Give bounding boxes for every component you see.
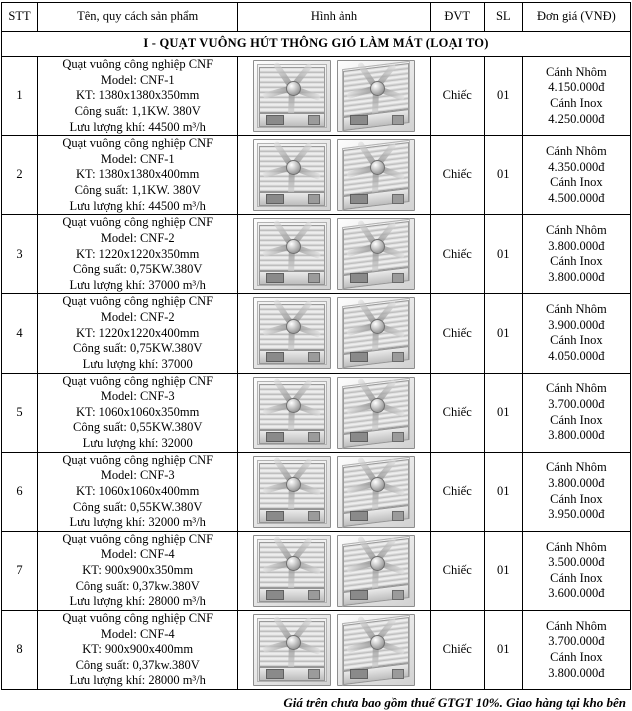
- cell-unit: Chiếc: [430, 531, 484, 610]
- cell-image: [238, 57, 430, 136]
- product-name-line: KT: 900x900x400mm: [82, 642, 194, 657]
- fan-angled-image: [337, 297, 415, 369]
- cell-stt: 3: [2, 215, 38, 294]
- cell-unit: Chiếc: [430, 215, 484, 294]
- table-row: [2, 531, 631, 610]
- price-line: Cánh Nhôm: [546, 143, 607, 158]
- product-name-line: Quạt vuông công nghiệp CNF: [62, 610, 214, 625]
- cell-price: [522, 57, 630, 136]
- fan-front-image: [253, 456, 331, 528]
- price-line: 3.800.000đ: [548, 269, 605, 284]
- price-line: Cánh Inox: [550, 96, 603, 111]
- product-name-line: KT: 900x900x350mm: [82, 563, 194, 577]
- price-line: Cánh Nhôm: [546, 460, 607, 475]
- cell-stt: 6: [2, 452, 38, 531]
- product-name-line: Quạt vuông công nghiệp CNF: [62, 294, 214, 309]
- price-line: Cánh Inox: [550, 570, 603, 585]
- product-name-line: Model: CNF-2: [100, 310, 175, 324]
- table-row: [2, 452, 631, 531]
- price-line: Cánh Inox: [550, 649, 603, 664]
- price-line: Cánh Inox: [550, 333, 603, 348]
- fan-front-image: [253, 614, 331, 686]
- table-row: [2, 57, 631, 136]
- product-name-line: Model: CNF-1: [100, 72, 175, 87]
- product-name-line: Quạt vuông công nghiệp CNF: [62, 136, 214, 151]
- fan-angled-image: [337, 60, 415, 132]
- fan-front-image: [253, 60, 331, 132]
- product-name-line: Công suất: 0,55KW.380V: [73, 499, 203, 514]
- cell-price: [522, 136, 630, 215]
- fan-front-image: [253, 139, 331, 211]
- cell-image: [238, 452, 430, 531]
- price-list-sheet: [0, 2, 632, 710]
- price-line: Cánh Inox: [550, 491, 603, 506]
- table-row: [2, 610, 631, 689]
- product-name-line: KT: 1220x1220x350mm: [76, 246, 200, 261]
- product-name-line: KT: 1060x1060x350mm: [76, 404, 200, 419]
- table-header: [2, 3, 631, 32]
- product-image-group: [238, 456, 429, 528]
- cell-image: [238, 531, 430, 610]
- price-line: 3.800.000đ: [548, 428, 605, 443]
- fan-angled-image: [337, 535, 415, 607]
- price-line: 3.950.000đ: [548, 507, 605, 522]
- fan-front-image: [253, 377, 331, 449]
- product-name-line: Công suất: 0,75KW.380V: [73, 262, 203, 277]
- cell-unit: Chiếc: [430, 136, 484, 215]
- product-image-group: [238, 535, 429, 607]
- column-header-quantity: SL: [484, 3, 522, 32]
- cell-stt: 8: [2, 610, 38, 689]
- product-name-line: KT: 1380x1380x400mm: [76, 167, 200, 182]
- cell-image: [238, 215, 430, 294]
- price-line: 4.500.000đ: [548, 190, 605, 205]
- cell-product-name: [38, 373, 238, 452]
- cell-price: [522, 215, 630, 294]
- price-line: 3.900.000đ: [548, 317, 605, 332]
- table-row: [2, 294, 631, 373]
- product-name-line: Lưu lượng khí: 28000 m³/h: [69, 594, 206, 609]
- fan-front-image: [253, 297, 331, 369]
- cell-stt: 1: [2, 57, 38, 136]
- table-row: [2, 373, 631, 452]
- price-line: 3.800.000đ: [548, 665, 605, 680]
- product-name-line: Lưu lượng khí: 28000 m³/h: [69, 673, 206, 688]
- product-image-group: [238, 614, 429, 686]
- cell-quantity: 01: [484, 610, 522, 689]
- product-image-group: [238, 60, 429, 132]
- price-line: 3.700.000đ: [548, 396, 605, 411]
- fan-angled-image: [337, 218, 415, 290]
- fan-angled-image: [337, 377, 415, 449]
- cell-unit: Chiếc: [430, 452, 484, 531]
- fan-angled-image: [337, 139, 415, 211]
- price-line: Cánh Inox: [550, 175, 603, 190]
- fan-front-image: [253, 535, 331, 607]
- product-name-line: Lưu lượng khí: 37000: [82, 356, 193, 371]
- cell-image: [238, 373, 430, 452]
- cell-product-name: [38, 215, 238, 294]
- product-name-line: Công suất: 1,1KW. 380V: [74, 103, 201, 118]
- cell-image: [238, 136, 430, 215]
- column-header-image: Hình ảnh: [238, 3, 430, 32]
- product-price-table: [1, 2, 631, 690]
- cell-product-name: [38, 57, 238, 136]
- column-header-stt: STT: [2, 3, 38, 32]
- price-line: Cánh Nhôm: [546, 618, 607, 633]
- price-line: 4.350.000đ: [548, 159, 605, 174]
- product-name-line: Quạt vuông công nghiệp CNF: [62, 531, 214, 546]
- cell-image: [238, 294, 430, 373]
- header-row: [2, 3, 631, 32]
- price-line: 3.600.000đ: [548, 586, 605, 601]
- price-line: Cánh Inox: [550, 412, 603, 427]
- cell-quantity: 01: [484, 294, 522, 373]
- product-name-line: KT: 1380x1380x350mm: [76, 88, 200, 103]
- cell-stt: 7: [2, 531, 38, 610]
- product-name-line: Công suất: 0,37kw.380V: [75, 657, 200, 672]
- fan-front-image: [253, 218, 331, 290]
- footer-note: Giá trên chưa bao gồm thuế GTGT 10%. Giao hàng tại kho bên: [283, 695, 626, 710]
- section-title: I - QUẠT VUÔNG HÚT THÔNG GIÓ LÀM MÁT (LOẠI TO): [2, 32, 631, 57]
- cell-unit: Chiếc: [430, 294, 484, 373]
- cell-product-name: [38, 294, 238, 373]
- product-name-line: Model: CNF-1: [100, 151, 175, 166]
- cell-product-name: [38, 531, 238, 610]
- product-name-line: Model: CNF-2: [100, 230, 175, 245]
- product-name-line: Lưu lượng khí: 44500 m³/h: [69, 119, 206, 134]
- cell-stt: 4: [2, 294, 38, 373]
- product-image-group: [238, 297, 429, 369]
- product-name-line: Quạt vuông công nghiệp CNF: [62, 452, 214, 467]
- cell-price: [522, 452, 630, 531]
- column-header-name: Tên, quy cách sản phẩm: [38, 3, 238, 32]
- cell-price: [522, 610, 630, 689]
- cell-product-name: [38, 610, 238, 689]
- price-line: Cánh Inox: [550, 254, 603, 269]
- cell-stt: 2: [2, 136, 38, 215]
- cell-unit: Chiếc: [430, 57, 484, 136]
- product-image-group: [238, 377, 429, 449]
- price-line: Cánh Nhôm: [546, 223, 607, 238]
- product-name-line: KT: 1060x1060x400mm: [76, 483, 200, 498]
- cell-quantity: 01: [484, 136, 522, 215]
- cell-product-name: [38, 136, 238, 215]
- product-name-line: Model: CNF-3: [100, 389, 175, 404]
- product-name-line: Model: CNF-4: [100, 547, 175, 562]
- price-line: 4.150.000đ: [548, 80, 605, 95]
- cell-quantity: 01: [484, 531, 522, 610]
- fan-angled-image: [337, 456, 415, 528]
- product-name-line: Công suất: 1,1KW. 380V: [74, 183, 201, 197]
- cell-product-name: [38, 452, 238, 531]
- price-line: 3.700.000đ: [548, 634, 605, 649]
- cell-unit: Chiếc: [430, 373, 484, 452]
- product-name-line: Quạt vuông công nghiệp CNF: [62, 215, 214, 230]
- cell-price: [522, 373, 630, 452]
- table-body: [2, 32, 631, 690]
- price-line: Cánh Nhôm: [546, 381, 607, 396]
- fan-angled-image: [337, 614, 415, 686]
- product-image-group: [238, 218, 429, 290]
- column-header-price: Đơn giá (VNĐ): [522, 3, 630, 32]
- price-line: 3.800.000đ: [548, 476, 605, 491]
- product-name-line: Model: CNF-4: [100, 626, 175, 641]
- cell-price: [522, 531, 630, 610]
- cell-quantity: 01: [484, 215, 522, 294]
- cell-quantity: 01: [484, 373, 522, 452]
- product-name-line: Lưu lượng khí: 32000 m³/h: [69, 515, 206, 530]
- cell-quantity: 01: [484, 57, 522, 136]
- price-line: Cánh Nhôm: [546, 302, 607, 317]
- product-name-line: Công suất: 0,75KW.380V: [73, 341, 203, 356]
- product-name-line: Lưu lượng khí: 44500 m³/h: [69, 198, 206, 213]
- cell-image: [238, 610, 430, 689]
- product-name-line: Quạt vuông công nghiệp CNF: [62, 373, 214, 388]
- product-name-line: Quạt vuông công nghiệp CNF: [62, 57, 214, 71]
- cell-stt: 5: [2, 373, 38, 452]
- product-name-line: Công suất: 0,55KW.380V: [73, 420, 203, 435]
- price-line: Cánh Nhôm: [546, 64, 607, 79]
- price-line: 4.050.000đ: [548, 349, 605, 364]
- table-row: [2, 136, 631, 215]
- price-line: 3.500.000đ: [548, 555, 605, 570]
- price-line: 3.800.000đ: [548, 238, 605, 253]
- cell-quantity: 01: [484, 452, 522, 531]
- product-image-group: [238, 139, 429, 211]
- price-line: 4.250.000đ: [548, 111, 605, 126]
- product-name-line: Lưu lượng khí: 37000 m³/h: [69, 277, 206, 292]
- cell-price: [522, 294, 630, 373]
- column-header-unit: ĐVT: [430, 3, 484, 32]
- table-row: [2, 215, 631, 294]
- product-name-line: Model: CNF-3: [100, 468, 175, 483]
- section-title-row: [2, 32, 631, 57]
- cell-unit: Chiếc: [430, 610, 484, 689]
- product-name-line: Công suất: 0,37kw.380V: [75, 578, 200, 593]
- product-name-line: Lưu lượng khí: 32000: [82, 436, 193, 450]
- product-name-line: KT: 1220x1220x400mm: [76, 325, 200, 340]
- price-line: Cánh Nhôm: [546, 539, 607, 554]
